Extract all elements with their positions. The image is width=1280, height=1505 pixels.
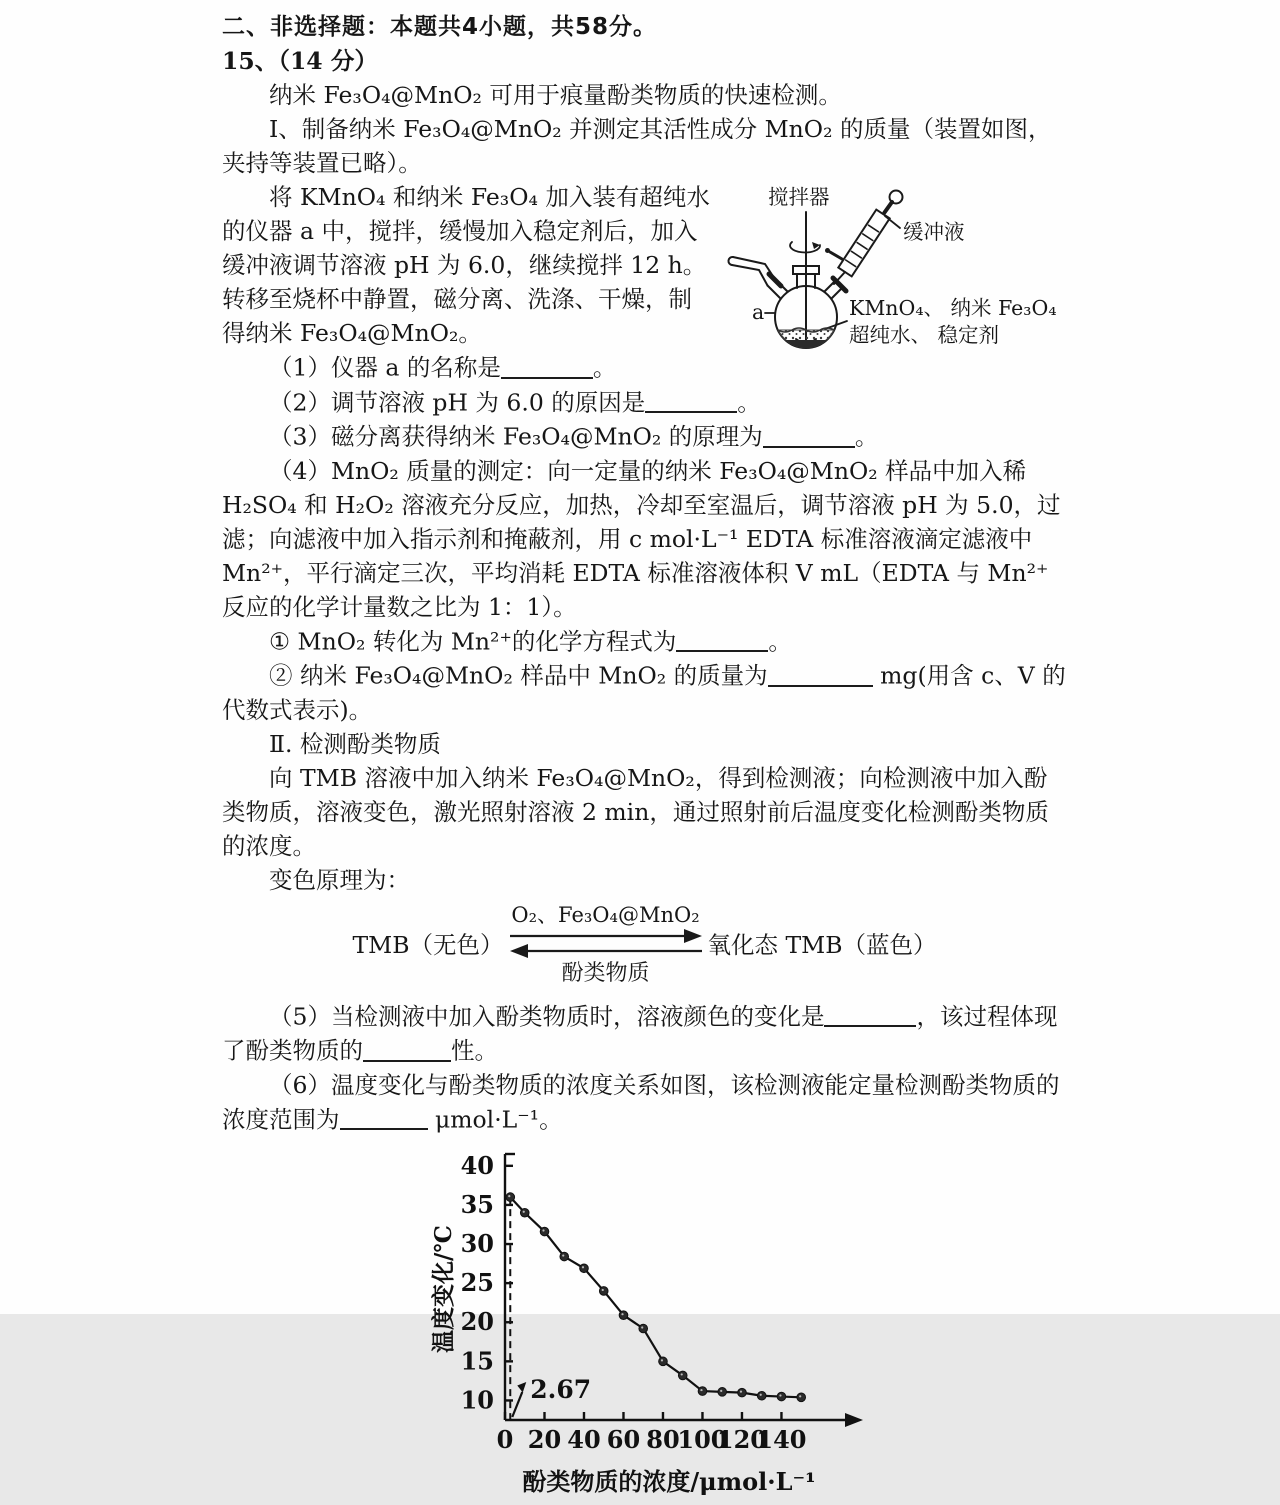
- part2-title: Ⅱ. 检测酚类物质: [269, 729, 441, 758]
- question-5: （5）当检测液中加入酚类物质时，溶液颜色的变化是 ，该过程体现了酚类物质的 性。: [222, 1002, 1058, 1065]
- svg-text:40: 40: [460, 1150, 494, 1180]
- svg-text:15: 15: [460, 1346, 494, 1376]
- buffer-label: 缓冲液: [903, 220, 965, 244]
- question-1: （1）仪器 a 的名称是 。: [269, 353, 617, 382]
- svg-text:40: 40: [567, 1425, 601, 1454]
- intro-paragraph: 纳米 Fe₃O₄@MnO₂ 可用于痕量酚类物质的快速检测。: [269, 81, 842, 109]
- chart-figure: [427, 1144, 1067, 1505]
- section-header: 二、非选择题：本题共4小题，共58分。: [222, 14, 658, 40]
- equation-forward-conditions: O₂、Fe₃O₄@MnO₂: [511, 902, 700, 927]
- equilibrium-arrows-icon: [508, 928, 704, 960]
- svg-text:80: 80: [646, 1425, 680, 1454]
- svg-text:20: 20: [527, 1425, 562, 1454]
- answer-blank-5b: [363, 1036, 451, 1062]
- principle-label: 变色原理为：: [269, 865, 410, 894]
- svg-text:0: 0: [496, 1425, 514, 1454]
- question-6: （6）温度变化与酚类物质的浓度关系如图，该检测液能定量检测酚类物质的浓度范围为 μmol·L⁻¹。: [222, 1070, 1060, 1133]
- flask-a-label: a: [752, 300, 765, 324]
- equation-right-species: 氧化态 TMB（蓝色）: [707, 930, 937, 959]
- preparation-paragraph: 将 KMnO₄ 和纳米 Fe₃O₄ 加入装有超纯水的仪器 a 中，搅拌，缓慢加入稳定剂后，加入缓冲液调节溶液 pH 为 6.0，继续搅拌 12 h。转移至烧杯中静置，磁分离、洗涤、干燥，制得纳米 Fe₃O₄@MnO₂。: [222, 183, 710, 347]
- svg-text:25: 25: [460, 1268, 494, 1298]
- part1-title: I、制备纳米 Fe₃O₄@MnO₂ 并测定其活性成分 MnO₂ 的质量（装置如图，夹持等装置已略）。: [222, 115, 1052, 177]
- concentration-temperature-chart: [427, 1144, 875, 1496]
- svg-text:100: 100: [677, 1425, 728, 1454]
- question-4-sub2: ② 纳米 Fe₃O₄@MnO₂ 样品中 MnO₂ 的质量为 mg(用含 c、V 的代数式表示)。: [222, 661, 1066, 724]
- flask-contents-label-1: KMnO₄、 纳米 Fe₃O₄: [849, 296, 1057, 320]
- dropping-funnel: [838, 210, 889, 277]
- svg-text:温度变化/℃: 温度变化/℃: [430, 1225, 457, 1353]
- svg-text:30: 30: [460, 1229, 494, 1259]
- answer-blank-4a: [676, 627, 768, 653]
- svg-text:10: 10: [460, 1385, 494, 1415]
- answer-blank-1: [501, 353, 593, 379]
- color-change-equation: [222, 903, 1067, 987]
- svg-text:酚类物质的浓度/μmol·L⁻¹: 酚类物质的浓度/μmol·L⁻¹: [522, 1467, 816, 1496]
- svg-text:140: 140: [756, 1425, 807, 1454]
- answer-blank-3: [763, 422, 855, 448]
- answer-blank-5a: [824, 1002, 916, 1028]
- question-4-sub1: ① MnO₂ 转化为 Mn²⁺的化学方程式为 。: [269, 627, 792, 655]
- stirrer-label: 搅拌器: [768, 185, 830, 209]
- question-3: （3）磁分离获得纳米 Fe₃O₄@MnO₂ 的原理为 。: [269, 422, 879, 451]
- question-2: （2）调节溶液 pH 为 6.0 的原因是 。: [269, 388, 761, 416]
- apparatus-figure: [721, 182, 1067, 366]
- answer-blank-4b: [768, 661, 873, 687]
- svg-text:120: 120: [716, 1425, 768, 1454]
- svg-text:60: 60: [606, 1425, 641, 1454]
- question-number: 15、（14 分）: [222, 47, 378, 75]
- equation-reverse-conditions: 酚类物质: [561, 960, 650, 986]
- detection-paragraph: 向 TMB 溶液中加入纳米 Fe₃O₄@MnO₂，得到检测液；向检测液中加入酚类物质，溶液变色，激光照射溶液 2 min，通过照射前后温度变化检测酚类物质的浓度。: [222, 763, 1049, 860]
- svg-text:20: 20: [460, 1307, 494, 1337]
- equation-left-species: TMB（无色）: [352, 930, 504, 959]
- svg-text:2.67: 2.67: [530, 1375, 592, 1404]
- question-4: （4）MnO₂ 质量的测定：向一定量的纳米 Fe₃O₄@MnO₂ 样品中加入稀 H₂SO₄ 和 H₂O₂ 溶液充分反应，加热，冷却至室温后，调节溶液 pH 为 5.0，过滤；向滤液中加入指示剂和掩蔽剂，用 c mol·L⁻¹ EDTA 标准溶液滴定滤液中 Mn²⁺，平行滴定三次，平均消耗 EDTA 标准溶液体积 V mL（EDTA 与 Mn²⁺反应的化学计量数之比为 1：1）。: [222, 456, 1061, 621]
- answer-blank-2: [645, 388, 737, 414]
- answer-blank-6: [340, 1105, 428, 1131]
- flask-contents-label-2: 超纯水、 稳定剂: [849, 323, 1000, 347]
- svg-text:35: 35: [460, 1189, 494, 1219]
